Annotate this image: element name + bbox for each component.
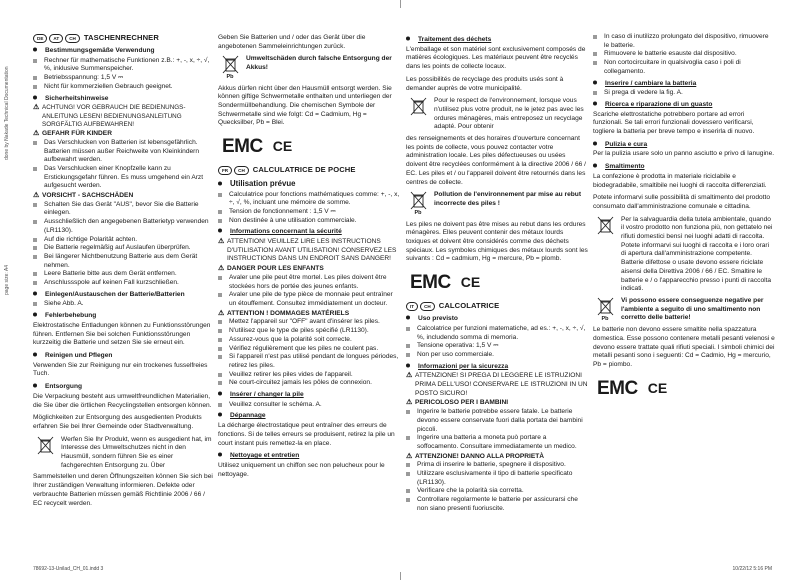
list-item: Veuillez retirer les piles vides de l'appareil. <box>218 371 400 380</box>
warning-icon: ⚠ <box>218 309 225 317</box>
title-de: TASCHENRECHNER <box>83 33 159 42</box>
crossed-bin-icon <box>406 97 430 116</box>
battery-notice-it <box>593 297 775 323</box>
bullet-icon <box>33 291 37 295</box>
paragraph-return-de: Geben Sie Batterien und / oder das Gerät über die angebotenen Sammeleinrichtungen zurück. <box>218 34 366 50</box>
flag-ch: CH <box>420 302 435 311</box>
bullet-icon <box>218 413 222 417</box>
warning-read-manual-fr: ⚠ ATTENTION! VEUILLEZ LIRE LES INSTRUCTIONS D'UTILISATION AVANT UTILISATION! CONSERVEZ LES INSTRUCTIONS DANS UN ENDROIT SANS DANGER! <box>218 238 397 263</box>
title-it: CALCOLATRICE <box>438 301 500 311</box>
warning-icon: ⚠ <box>406 372 413 380</box>
flag-at: AT <box>49 34 63 43</box>
flag-de: DE <box>33 34 47 43</box>
paragraph-disposal-1-fr: L'emballage et son matériel sont exclusivement composés de matières écologiques. Les matériaux peuvent être recyclés dans les points de collecte locaux. <box>406 45 586 71</box>
list-item: Non cortocircuitare in qualsivoglia caso i poli di collegamento. <box>593 59 775 76</box>
list-damage-it-cont <box>593 33 775 77</box>
list-damage-it <box>406 461 588 513</box>
warning-read-manual-de: ⚠ ACHTUNG! VOR GEBRAUCH DIE BEDIENUNGS-ANLEITUNG LESEN! BEDIENUNGSANLEITUNG SORGFÄLTIG AUFBEWAHREN! <box>33 104 186 128</box>
column-german-french <box>218 33 400 483</box>
list-item: Anschlussspole auf keinen Fall kurzschließen. <box>33 279 215 288</box>
side-notes <box>4 60 12 300</box>
list-item: Schalten Sie das Gerät "AUS", bevor Sie die Batterie einlegen. <box>33 201 215 218</box>
list-item: Rechner für mathematische Funktionen z.B.: +, -, x, ÷, √, %, inklusive Summenspeicher. <box>33 57 215 74</box>
battery-warning-it: Vi possono essere conseguenze negative per l'ambiente a seguito di uno smaltimento non corretto delle batterie! <box>621 296 764 322</box>
list-children-it <box>406 408 588 452</box>
heading-troubleshooting-it: Ricerca e riparazione di un guasto <box>593 101 775 110</box>
list-item: Siehe Abb. A. <box>33 300 215 309</box>
warning-children-de: ⚠ GEFAHR FÜR KINDER <box>33 130 112 138</box>
list-battery-de <box>33 300 215 309</box>
crossed-bin-pb-icon <box>406 191 430 217</box>
crop-mark <box>400 572 401 580</box>
list-item: Leere Batterie bitte aus dem Gerät entfernen. <box>33 270 215 279</box>
heading-troubleshooting-de: Fehlerbehebung <box>33 312 215 321</box>
bullet-icon <box>33 384 37 388</box>
heading-intended-use-fr: Utilisation prévue <box>218 179 400 189</box>
emc-ce-mark-fr <box>410 270 588 295</box>
list-item: Assurez-vous que la polarité soit correcte. <box>218 336 400 345</box>
paragraph-heavy-metals-it: Le batterie non devono essere smaltite nella spazzatura domestica. Esse possono contenere metalli pesanti velenosi e devono essere trattate quali rifiuti speciali. I simboli chimici dei metalli pesanti sono i seguenti: Cd = Cadmio, Hg = mercurio, Pb = piombo. <box>593 326 775 369</box>
bullet-icon <box>593 80 597 84</box>
crossed-bin-icon <box>593 216 617 235</box>
bullet-icon <box>33 313 37 317</box>
list-item: Verificare che la polarità sia corretta. <box>406 487 588 496</box>
bullet-icon <box>593 141 597 145</box>
bullet-icon <box>406 363 410 367</box>
list-item: N'utilisez que le type de piles spécifié (LR1130). <box>218 327 400 336</box>
language-header-de <box>33 33 215 43</box>
heading-intended-use-it: Uso previsto <box>406 315 588 324</box>
warning-icon: ⚠ <box>33 192 40 200</box>
paragraph-cleaning-it: Per la pulizia usare solo un panno asciutto e privo di lanugine. <box>593 150 775 158</box>
flag-ch: CH <box>234 166 249 175</box>
heading-disposal-de: Entsorgung <box>33 383 215 392</box>
list-item: Non destinée à une utilisation commerciale. <box>218 217 400 226</box>
list-item: Nicht für kommerziellen Gebrauch geeignet. <box>33 83 215 92</box>
heading-disposal-fr: Traitement des déchets <box>406 36 588 45</box>
bullet-icon <box>593 101 597 105</box>
list-children-de <box>33 139 215 191</box>
list-item: Vérifiez régulièrement que les piles ne coulent pas. <box>218 345 400 354</box>
list-item: Die Batterie regelmäßig auf Auslaufen überprüfen. <box>33 244 215 253</box>
ce-logo: CE <box>647 380 668 397</box>
battery-warning-de: Umweltschäden durch falsche Entsorgung der Akkus! <box>246 55 392 72</box>
ce-logo: CE <box>460 274 481 291</box>
paragraph-disposal-2-de: Möglichkeiten zur Entsorgung des ausgedienten Produkts erfahren Sie bei Ihrer Gemeinde oder Stadtverwaltung. <box>33 414 202 430</box>
list-item: Rimuovere le batterie esauste dal dispositivo. <box>593 50 775 59</box>
pb-label: Pb <box>601 315 609 322</box>
list-intended-use-de <box>33 57 215 92</box>
pb-label: Pb <box>226 74 234 81</box>
list-item: Utilizzare esclusivamente il tipo di batterie specificato (LR1130). <box>406 470 588 487</box>
warning-icon: ⚠ <box>218 238 225 246</box>
language-header-it <box>406 301 588 311</box>
weee-text-fr: Pour le respect de l'environnement, lorsque vous n'utilisez plus votre produit, ne le jetez pas avec les ordures ménagères, mais entreposez un recyclage adapté. Pour obtenir <box>434 97 584 131</box>
flag-fr: FR <box>218 166 232 175</box>
bullet-icon <box>33 353 37 357</box>
bullet-icon <box>33 95 37 99</box>
side-publisher: done by Nakade Technical Documentation <box>4 66 10 160</box>
list-item: Ingerire le batterie potrebbe essere fatale. Le batterie devono essere conservate fuori dalla portata dei bambini piccoli. <box>406 408 588 434</box>
bullet-icon <box>406 37 410 41</box>
paragraph-troubleshooting-it: Scariche elettrostatiche potrebbero portare ad errori funzionali. Se tali errori funzionali dovessero verificarsi, togliere la batteria per breve tempo e inserirla di nuovo. <box>593 110 755 136</box>
paragraph-disposal-2-fr: Les possibilités de recyclage des produits usés sont à demander auprès de votre municipalité. <box>406 75 564 92</box>
warning-icon: ⚠ <box>33 104 40 112</box>
weee-text-it: Per la salvaguardia della tutela ambientale, quando il vostro prodotto non funziona più, non gettatelo nei rifiuti domestici bensì nei luoghi adatti di raccolta. Potete informarvi sui luoghi di raccolta e i loro orari di apertura dall'amministrazione competente. Batterie difettose o usate devono essere riciclate aisensi della Direttiva 2006 / 66 / EC. Smaltire le batterie e / o l'apparecchio presso i punti di raccolta indicati. <box>621 215 773 293</box>
heading-cleaning-it: Pulizia e cura <box>593 141 775 150</box>
warning-icon: ⚠ <box>33 130 40 138</box>
paragraph-disposal-1-de: Die Verpackung besteht aus umweltfreundlichen Materialien, die Sie über die örtlichen Recyclingstellen entsorgen können. <box>33 392 212 409</box>
list-intended-use-fr <box>218 191 400 226</box>
pb-label: Pb <box>414 210 422 217</box>
list-item: Calcolatrice per funzioni matematiche, ad es.: +, -, x, ÷, √, %, includendo somma di memoria. <box>406 325 588 342</box>
paragraph-heavy-metals-de: Akkus dürfen nicht über den Hausmüll entsorgt werden. Sie können giftige Schwermetalle enthalten und unterliegen der Sondermüllbehandlung. Die chemischen Symbole der Schwermetalle sind wie folgt: Cd = Cadmium, Hg = Quecksilber, Pb = Blei. <box>218 84 392 127</box>
warning-children-fr: ⚠ DANGER POUR LES ENFANTS <box>218 265 324 273</box>
paragraph-cleaning-de: Verwenden Sie zur Reinigung nur ein trockenes fusselfreies Tuch. <box>33 361 208 378</box>
list-item: Auf die richtige Polarität achten. <box>33 236 215 245</box>
warning-damage-de: ⚠ VORSICHT - SACHSCHÄDEN <box>33 192 134 200</box>
ce-logo: CE <box>272 138 293 155</box>
emc-logo: EMC <box>410 272 451 294</box>
bullet-icon <box>593 164 597 168</box>
list-item: Si prega di vedere la fig. A. <box>593 89 775 98</box>
emc-ce-mark-it <box>597 376 775 401</box>
list-battery-fr <box>218 401 400 410</box>
list-item: Prima di inserire le batterie, spegnere il dispositivo. <box>406 461 588 470</box>
list-children-fr <box>218 274 400 309</box>
list-item: Bei längerer Nichtbenutzung Batterie aus dem Gerät nehmen. <box>33 253 215 270</box>
list-item: Das Verschlucken von Batterien ist lebensgefährlich. Batterien müssen außer Reichweite von Kleinkindern aufbewahrt werden. <box>33 139 215 165</box>
weee-notice-fr <box>406 97 588 132</box>
list-damage-de <box>33 201 215 288</box>
list-battery-it <box>593 89 775 98</box>
list-damage-fr <box>218 318 400 388</box>
heading-battery-it: Inserire / cambiare la batteria <box>593 80 775 89</box>
paragraph-disposal-2-it: Potete informarvi sulle possibilità di smaltimento del prodotto consumato dall'amministrazione comunale e cittadina. <box>593 194 771 210</box>
paragraph-troubleshooting-fr: La décharge électrostatique peut entraîner des erreurs de fonctions. Si de telles erreurs se produisent, retirez la pile un court instant puis remettez-la en place. <box>218 422 395 447</box>
emc-logo: EMC <box>597 377 638 399</box>
column-french-italian <box>406 33 588 514</box>
side-page-size: page size: A4 <box>4 264 10 295</box>
heading-battery-de: Einlegen/Austauschen der Batterie/Batterien <box>33 291 215 300</box>
weee-text-de: Werfen Sie Ihr Produkt, wenn es ausgedient hat, im Interesse des Umweltschutzes nicht in den Hausmüll, sondern führen Sie es einer fachgerechten Entsorgung zu. Über <box>61 435 212 469</box>
heading-cleaning-de: Reinigen und Pflegen <box>33 352 215 361</box>
list-item: Ausschließlich den angegebenen Batterietyp verwenden (LR1130). <box>33 218 215 235</box>
list-item: Ingerire una batteria a moneta può portare a soffocamento. Consultare immediatamente un medico. <box>406 434 588 451</box>
bullet-icon <box>218 182 222 186</box>
bullet-icon <box>218 392 222 396</box>
heading-intended-use-de: Bestimmungsgemäße Verwendung <box>33 47 215 56</box>
bullet-icon <box>33 48 37 52</box>
warning-children-it: ⚠ PERICOLOSO PER I BAMBINI <box>406 399 509 407</box>
heading-disposal-it: Smaltimento <box>593 163 775 172</box>
warning-damage-it: ⚠ ATTENZIONE! DANNO ALLA PROPRIETÀ <box>406 452 545 460</box>
paragraph-troubleshooting-de: Elektrostatische Entladungen können zu Funktionsstörungen führen. Entfernen Sie bei solchen Funktionsstörungen kurzzeitig die Batterie und setzen Sie sie erneut ein. <box>33 321 211 347</box>
crop-mark <box>400 0 401 8</box>
warning-read-manual-it: ⚠ ATTENZIONE! SI PREGA DI LEGGERE LE ISTRUZIONI PRIMA DELL'USO! CONSERVARE LE ISTRUZIONI IN UN POSTO SICURO! <box>406 372 588 397</box>
crossed-bin-pb-icon <box>218 55 242 81</box>
paragraph-heavy-metals-fr: Les piles ne doivent pas être mises au rebut dans les ordures ménagères. Elles peuvent contenir des métaux lourds toxiques et doivent être considérés comme des déchets spéciaux. Les symboles chimiques des métaux lourds sont les suivants : Cd = cadmium, Hg = mercure, Pb = plomb. <box>406 220 588 263</box>
crossed-bin-pb-icon <box>593 297 617 323</box>
heading-cleaning-fr: Nettoyage et entretien <box>218 452 400 461</box>
flag-it: IT <box>406 302 418 311</box>
list-intended-use-it <box>406 325 588 360</box>
list-item: Das Verschlucken einer Knopfzelle kann zu Erstickungsgefahr führen. Es muss umgehend ein Arzt aufgesucht werden. <box>33 165 215 191</box>
footer-file-name: 78692-13-Unilad_CH_01.indd 3 <box>33 566 104 572</box>
footer-timestamp: 10/22/12 5:16 PM <box>732 566 772 572</box>
paragraph-cleaning-fr: Utilisez uniquement un chiffon sec non pelucheux pour le nettoyage. <box>218 461 385 478</box>
list-item: In caso di inutilizzo prolungato del dispositivo, rimuovere le batterie. <box>593 33 775 50</box>
heading-safety-de: Sicherheitshinweise <box>33 95 215 104</box>
list-item: Calculatrice pour fonctions mathématiques comme: +, -, x, ÷, √, %, incluant une mémoire de somme. <box>218 191 400 208</box>
list-item: Ne court-circuitez jamais les pôles de connexion. <box>218 379 400 388</box>
list-item: Avaler une pile de type pièce de monnaie peut entraîner un étouffement. Consultez immédiatement un docteur. <box>218 291 400 308</box>
list-item: Tensione operativa: 1,5 V ⎓ <box>406 342 588 351</box>
list-item: Veuillez consulter le schéma. A. <box>218 401 400 410</box>
heading-safety-fr: Informations concernant la sécurité <box>218 228 400 237</box>
bullet-icon <box>218 229 222 233</box>
crossed-bin-icon <box>33 436 57 455</box>
battery-notice-fr <box>406 191 588 217</box>
bullet-icon <box>218 453 222 457</box>
heading-safety-it: Informazioni per la sicurezza <box>406 363 588 372</box>
title-fr: CALCULATRICE DE POCHE <box>252 165 356 175</box>
weee-notice-it <box>593 216 775 294</box>
column-italian <box>593 33 775 407</box>
heading-battery-fr: Insérer / changer la pile <box>218 391 400 400</box>
weee-notice-de <box>33 436 215 471</box>
list-item: Non per uso commerciale. <box>406 351 588 360</box>
list-item: Controllare regolarmente le batterie per assicurarsi che non siano presenti fuoriuscite. <box>406 496 588 513</box>
heading-troubleshooting-fr: Dépannage <box>218 412 400 421</box>
list-item: Mettez l'appareil sur "OFF" avant d'insérer les piles. <box>218 318 400 327</box>
flag-ch: CH <box>65 34 80 43</box>
warning-icon: ⚠ <box>406 452 413 460</box>
emc-logo: EMC <box>222 136 263 158</box>
list-item: Si l'appareil n'est pas utilisé pendant de longues périodes, retirez les piles. <box>218 353 400 370</box>
list-item: Avaler une pile peut être mortel. Les piles doivent être stockées hors de portée des jeunes enfants. <box>218 274 400 291</box>
column-german <box>33 33 215 512</box>
battery-warning-fr: Pollution de l'environnement par mise au rebut incorrecte des piles ! <box>434 191 582 207</box>
paragraph-disposal-3-de: Sammelstellen und deren Öffnungszeiten können Sie sich bei Ihrer zuständigen Verwaltung informieren. Defekte oder verbrauchte Batterien müssen gemäß Richtlinie 2006 / 66 / EC recycelt werden. <box>33 473 213 507</box>
list-item: Betriebsspannung: 1,5 V ⎓ <box>33 74 215 83</box>
list-item: Tension de fonctionnement : 1,5 V ⎓ <box>218 208 400 217</box>
bullet-icon <box>406 316 410 320</box>
paragraph-disposal-1-it: La confezione è prodotta in materiale riciclabile e biodegradabile, smaltibile nei luoghi di raccolta differenziati. <box>593 172 767 189</box>
warning-icon: ⚠ <box>406 399 413 407</box>
battery-notice-de <box>218 55 400 81</box>
language-header-fr <box>218 165 400 175</box>
warning-damage-fr: ⚠ ATTENTION ! DOMMAGES MATÉRIELS <box>218 309 350 317</box>
paragraph-disposal-3-fr: des renseignements et des horaires d'ouverture concernant les points de collecte, vous pouvez contacter votre administration locale. Les piles défectueuses ou usées doivent être recyclées conformément à la directive 2006 / 66 / EC. Les piles et / ou l'appareil doivent être retournés dans les centres de collecte. <box>406 135 586 186</box>
emc-ce-mark-de <box>222 134 400 159</box>
warning-icon: ⚠ <box>218 265 225 273</box>
